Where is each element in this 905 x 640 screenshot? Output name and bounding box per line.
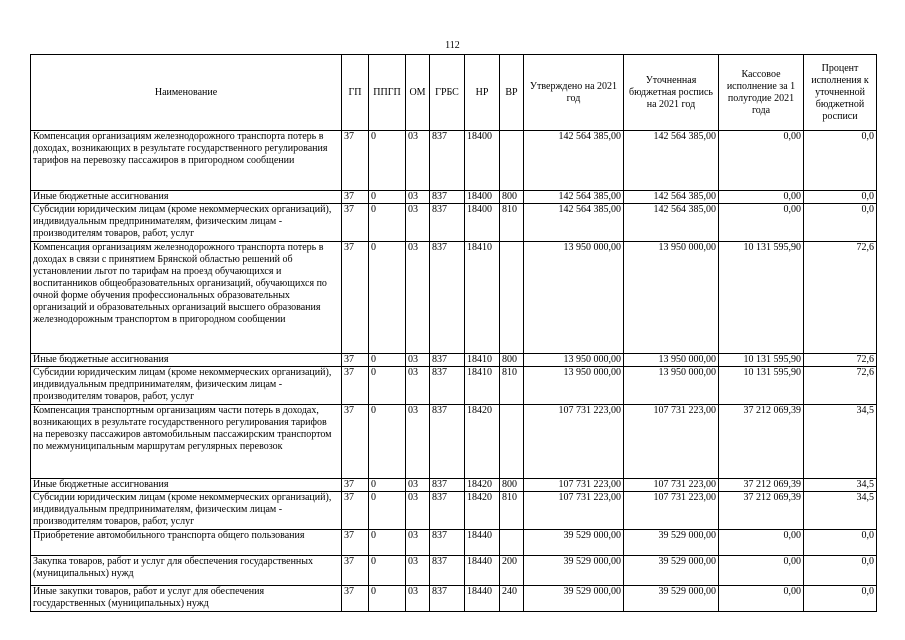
cell-grbs: 837 [430, 131, 465, 191]
header-refined: Уточненная бюджетная роспись на 2021 год [624, 55, 719, 131]
header-ppgp: ППГП [369, 55, 406, 131]
cell-om: 03 [406, 479, 430, 492]
table-row [31, 405, 877, 479]
cell-grbs: 837 [430, 479, 465, 492]
cell-approved: 142 564 385,00 [524, 191, 624, 204]
cell-gp: 37 [342, 530, 369, 556]
cell-cash: 10 131 595,90 [719, 367, 804, 405]
cell-grbs: 837 [430, 367, 465, 405]
header-name: Наименование [31, 55, 342, 131]
cell-np: 18400 [465, 191, 500, 204]
cell-gp: 37 [342, 479, 369, 492]
header-row [31, 55, 877, 131]
header-cash: Кассовое исполнение за 1 полугодие 2021 года [719, 55, 804, 131]
table-row [31, 131, 877, 191]
cell-approved: 13 950 000,00 [524, 354, 624, 367]
cell-name: Иные бюджетные ассигнования [31, 479, 342, 492]
cell-refined: 107 731 223,00 [624, 479, 719, 492]
cell-approved: 13 950 000,00 [524, 242, 624, 354]
cell-om: 03 [406, 191, 430, 204]
cell-vr: 800 [500, 191, 524, 204]
cell-cash: 0,00 [719, 191, 804, 204]
cell-approved: 142 564 385,00 [524, 131, 624, 191]
cell-gp: 37 [342, 556, 369, 586]
cell-percent: 72,6 [804, 367, 877, 405]
cell-name: Компенсация транспортным организациям части потерь в доходах, возникающих в результате государственного регулирования тарифов на перевозку пассажиров автомобильным пассажирским транспортом по межмуниципальным маршрутам регулярных перевозок [31, 405, 342, 479]
cell-cash: 0,00 [719, 556, 804, 586]
table-row [31, 242, 877, 354]
cell-grbs: 837 [430, 191, 465, 204]
cell-np: 18440 [465, 586, 500, 612]
cell-percent: 0,0 [804, 586, 877, 612]
table-row [31, 556, 877, 586]
cell-approved: 107 731 223,00 [524, 479, 624, 492]
cell-percent: 34,5 [804, 479, 877, 492]
cell-om: 03 [406, 204, 430, 242]
cell-percent: 34,5 [804, 492, 877, 530]
cell-name: Субсидии юридическим лицам (кроме некоммерческих организаций), индивидуальным предпринимателям, физическим лицам - производителям товаров, работ, услуг [31, 204, 342, 242]
cell-ppgp: 0 [369, 586, 406, 612]
table-row [31, 479, 877, 492]
cell-refined: 142 564 385,00 [624, 191, 719, 204]
cell-ppgp: 0 [369, 556, 406, 586]
cell-gp: 37 [342, 367, 369, 405]
cell-refined: 13 950 000,00 [624, 242, 719, 354]
cell-grbs: 837 [430, 242, 465, 354]
cell-ppgp: 0 [369, 367, 406, 405]
cell-np: 18440 [465, 530, 500, 556]
cell-vr: 810 [500, 204, 524, 242]
cell-vr: 810 [500, 367, 524, 405]
table-row [31, 191, 877, 204]
budget-table [30, 54, 877, 612]
cell-om: 03 [406, 530, 430, 556]
cell-ppgp: 0 [369, 479, 406, 492]
cell-ppgp: 0 [369, 530, 406, 556]
cell-cash: 10 131 595,90 [719, 242, 804, 354]
cell-grbs: 837 [430, 556, 465, 586]
cell-grbs: 837 [430, 586, 465, 612]
cell-cash: 37 212 069,39 [719, 405, 804, 479]
cell-approved: 142 564 385,00 [524, 204, 624, 242]
cell-np: 18440 [465, 556, 500, 586]
cell-vr: 800 [500, 479, 524, 492]
cell-gp: 37 [342, 492, 369, 530]
cell-refined: 142 564 385,00 [624, 131, 719, 191]
cell-grbs: 837 [430, 405, 465, 479]
cell-np: 18410 [465, 367, 500, 405]
cell-refined: 13 950 000,00 [624, 367, 719, 405]
cell-np: 18400 [465, 204, 500, 242]
cell-percent: 0,0 [804, 131, 877, 191]
cell-ppgp: 0 [369, 405, 406, 479]
cell-om: 03 [406, 242, 430, 354]
cell-percent: 0,0 [804, 530, 877, 556]
cell-om: 03 [406, 131, 430, 191]
cell-gp: 37 [342, 586, 369, 612]
cell-vr [500, 131, 524, 191]
cell-om: 03 [406, 405, 430, 479]
cell-np: 18410 [465, 354, 500, 367]
cell-approved: 107 731 223,00 [524, 492, 624, 530]
cell-gp: 37 [342, 354, 369, 367]
cell-cash: 37 212 069,39 [719, 492, 804, 530]
cell-percent: 0,0 [804, 191, 877, 204]
cell-om: 03 [406, 586, 430, 612]
cell-ppgp: 0 [369, 131, 406, 191]
cell-cash: 0,00 [719, 586, 804, 612]
cell-cash: 0,00 [719, 530, 804, 556]
cell-om: 03 [406, 556, 430, 586]
cell-np: 18420 [465, 405, 500, 479]
table-row [31, 530, 877, 556]
cell-vr [500, 405, 524, 479]
header-vr: ВР [500, 55, 524, 131]
cell-np: 18420 [465, 479, 500, 492]
header-approved: Утверждено на 2021 год [524, 55, 624, 131]
cell-cash: 0,00 [719, 131, 804, 191]
cell-gp: 37 [342, 405, 369, 479]
cell-percent: 0,0 [804, 204, 877, 242]
cell-refined: 39 529 000,00 [624, 556, 719, 586]
cell-percent: 34,5 [804, 405, 877, 479]
cell-percent: 72,6 [804, 354, 877, 367]
cell-name: Закупка товаров, работ и услуг для обеспечения государственных (муниципальных) нужд [31, 556, 342, 586]
table-row [31, 367, 877, 405]
header-np: НР [465, 55, 500, 131]
cell-name: Иные бюджетные ассигнования [31, 191, 342, 204]
cell-grbs: 837 [430, 530, 465, 556]
cell-ppgp: 0 [369, 191, 406, 204]
header-gp: ГП [342, 55, 369, 131]
cell-np: 18410 [465, 242, 500, 354]
cell-vr: 800 [500, 354, 524, 367]
header-om: ОМ [406, 55, 430, 131]
cell-name: Компенсация организациям железнодорожного транспорта потерь в доходах, возникающих в результате государственного регулирования тарифов на перевозку пассажиров в пригородном сообщении [31, 131, 342, 191]
cell-grbs: 837 [430, 354, 465, 367]
cell-refined: 13 950 000,00 [624, 354, 719, 367]
cell-gp: 37 [342, 191, 369, 204]
cell-name: Приобретение автомобильного транспорта общего пользования [31, 530, 342, 556]
cell-approved: 13 950 000,00 [524, 367, 624, 405]
cell-gp: 37 [342, 204, 369, 242]
cell-gp: 37 [342, 242, 369, 354]
header-percent: Процент исполнения к уточненной бюджетной росписи [804, 55, 877, 131]
cell-name: Субсидии юридическим лицам (кроме некоммерческих организаций), индивидуальным предпринимателям, физическим лицам - производителям товаров, работ, услуг [31, 492, 342, 530]
cell-name: Иные бюджетные ассигнования [31, 354, 342, 367]
table-row [31, 586, 877, 612]
cell-cash: 37 212 069,39 [719, 479, 804, 492]
cell-vr: 810 [500, 492, 524, 530]
cell-approved: 39 529 000,00 [524, 586, 624, 612]
cell-name: Субсидии юридическим лицам (кроме некоммерческих организаций), индивидуальным предпринимателям, физическим лицам - производителям товаров, работ, услуг [31, 367, 342, 405]
cell-om: 03 [406, 492, 430, 530]
page-number: 112 [445, 40, 460, 51]
cell-ppgp: 0 [369, 204, 406, 242]
cell-np: 18400 [465, 131, 500, 191]
header-grbs: ГРБС [430, 55, 465, 131]
table-row [31, 354, 877, 367]
cell-gp: 37 [342, 131, 369, 191]
cell-refined: 39 529 000,00 [624, 530, 719, 556]
cell-refined: 142 564 385,00 [624, 204, 719, 242]
cell-percent: 72,6 [804, 242, 877, 354]
cell-om: 03 [406, 367, 430, 405]
cell-vr: 240 [500, 586, 524, 612]
cell-percent: 0,0 [804, 556, 877, 586]
table-row [31, 492, 877, 530]
cell-approved: 39 529 000,00 [524, 556, 624, 586]
cell-approved: 107 731 223,00 [524, 405, 624, 479]
cell-np: 18420 [465, 492, 500, 530]
cell-vr [500, 242, 524, 354]
cell-refined: 107 731 223,00 [624, 405, 719, 479]
cell-refined: 107 731 223,00 [624, 492, 719, 530]
cell-refined: 39 529 000,00 [624, 586, 719, 612]
cell-approved: 39 529 000,00 [524, 530, 624, 556]
cell-grbs: 837 [430, 204, 465, 242]
cell-ppgp: 0 [369, 492, 406, 530]
cell-cash: 0,00 [719, 204, 804, 242]
cell-om: 03 [406, 354, 430, 367]
cell-name: Иные закупки товаров, работ и услуг для обеспечения государственных (муниципальных) нужд [31, 586, 342, 612]
cell-ppgp: 0 [369, 354, 406, 367]
cell-name: Компенсация организациям железнодорожного транспорта потерь в доходах в связи с принятием Брянской областью решений об установлении льгот по тарифам на проезд обучающихся и воспитанников общеобразовательных организаций, обучающихся по очной форме обучения профессиональных образовательных организаций и образовательных организаций высшего образования железнодорожным транспортом в пригородном сообщении [31, 242, 342, 354]
table-row [31, 204, 877, 242]
cell-vr: 200 [500, 556, 524, 586]
cell-grbs: 837 [430, 492, 465, 530]
cell-ppgp: 0 [369, 242, 406, 354]
cell-cash: 10 131 595,90 [719, 354, 804, 367]
cell-vr [500, 530, 524, 556]
